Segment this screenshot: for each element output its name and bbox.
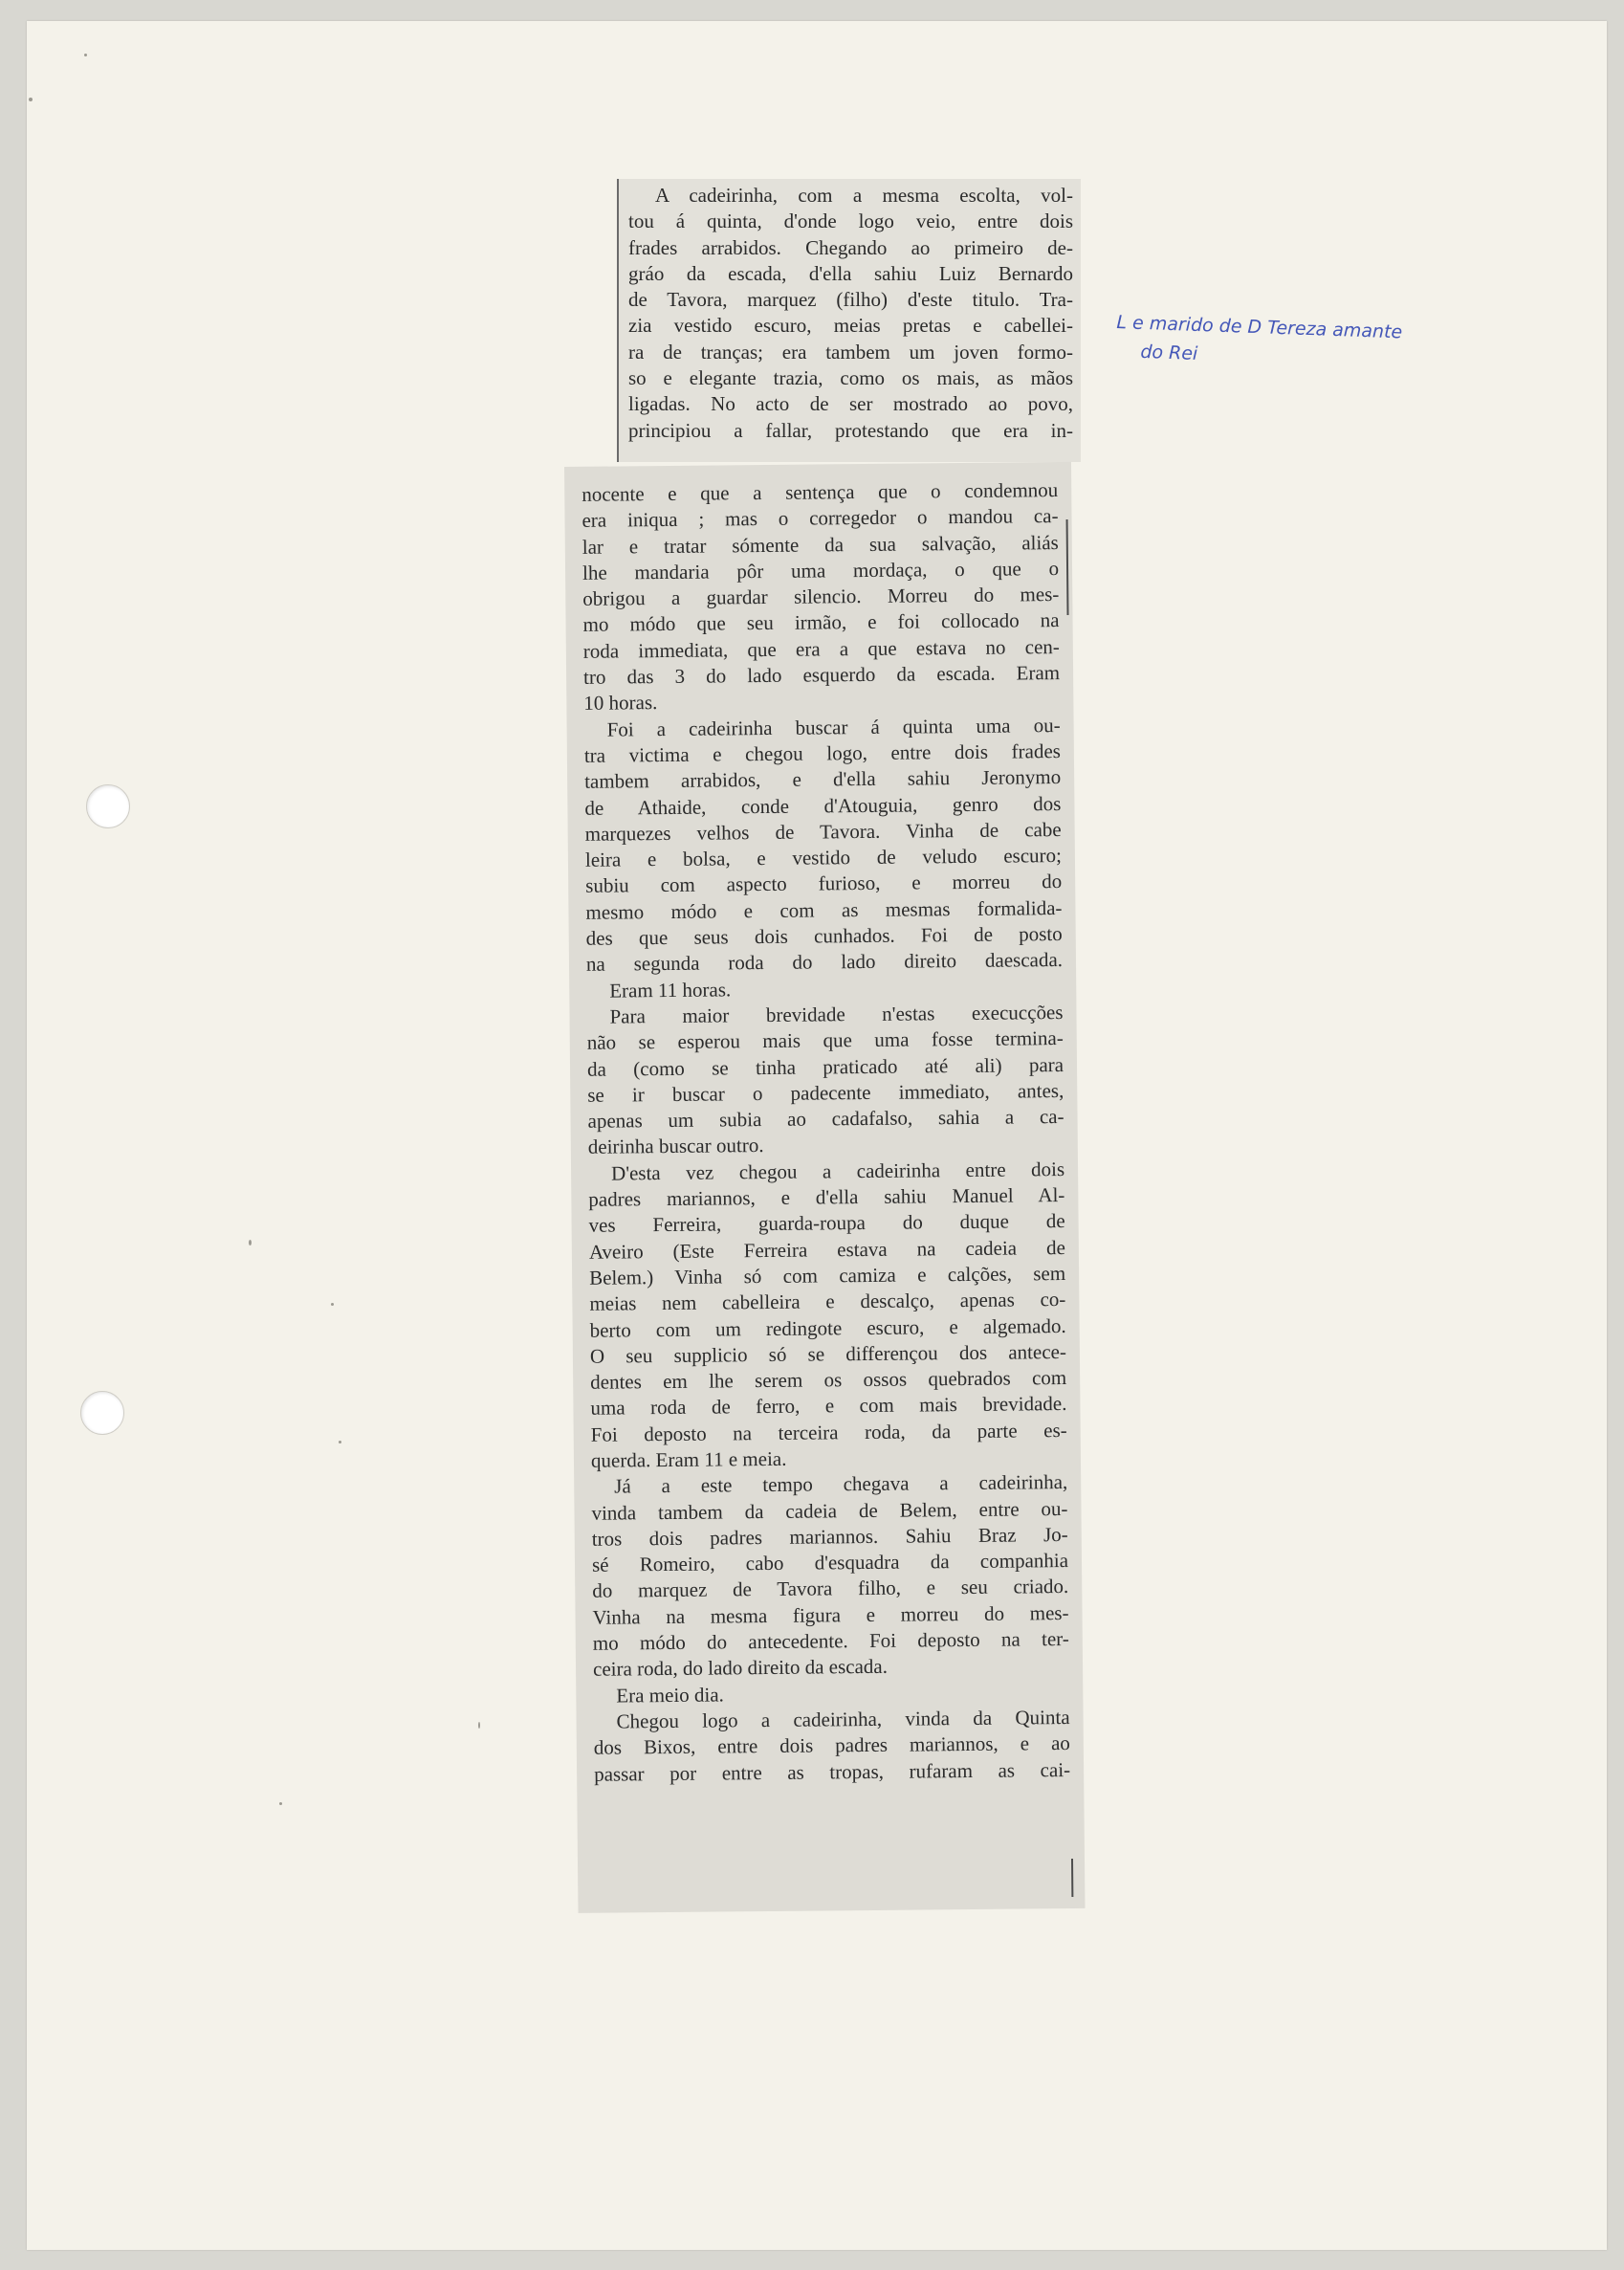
paper-speck xyxy=(339,1441,341,1444)
text-line: O seu supplicio só se differençou dos antece- xyxy=(589,1339,1067,1368)
paragraph-6 xyxy=(591,1469,1069,1683)
text-line: obrigou a guardar silencio. Morreu do mes- xyxy=(582,583,1060,611)
clipping-top-paragraph xyxy=(628,183,1073,444)
text-line: nocente e que a sentença que o condemnou xyxy=(582,478,1059,506)
annotation-line-1: L e marido de D Tereza amante xyxy=(1116,311,1403,343)
text-line: passar por entre as tropas, rufaram as cai- xyxy=(594,1757,1071,1786)
binder-hole-bottom xyxy=(80,1391,124,1435)
paper-speck xyxy=(29,98,33,101)
text-line: tou á quinta, d'onde logo veio, entre dois xyxy=(628,209,1073,233)
text-line: ves Ferreira, guarda-roupa do duque de xyxy=(588,1209,1065,1238)
text-line: mesmo módo e com as mesmas formalida- xyxy=(585,895,1063,924)
text-line: querda. Eram 11 e meia. xyxy=(590,1446,787,1472)
text-line: so e elegante trazia, como os mais, as mãos xyxy=(628,366,1073,390)
text-line: Para maior brevidade n'estas execucções xyxy=(609,1000,1064,1028)
paper-speck xyxy=(84,54,87,56)
text-line: D'esta vez chegou a cadeirinha entre dois xyxy=(610,1157,1065,1185)
paragraph-2 xyxy=(584,713,1064,979)
text-line: dos Bixos, entre dois padres mariannos, e ao xyxy=(593,1731,1070,1760)
paper-speck xyxy=(249,1240,252,1245)
text-line: Era meio dia. xyxy=(616,1683,724,1708)
text-line: marquezes velhos de Tavora. Vinha de cabe xyxy=(584,817,1062,846)
text-line: era iniqua ; mas o corregedor o mandou ca- xyxy=(582,504,1059,533)
text-line: Aveiro (Este Ferreira estava na cadeia de xyxy=(588,1235,1065,1264)
text-line: Eram 11 horas. xyxy=(609,977,732,1003)
text-line: Foi deposto na terceira roda, da parte es- xyxy=(590,1418,1067,1446)
text-line: sé Romeiro, cabo d'esquadra da companhia xyxy=(591,1549,1069,1576)
text-line: de Tavora, marquez (filho) d'este titulo. Tra- xyxy=(628,288,1073,312)
text-line: meias nem cabelleira e descalço, apenas co- xyxy=(589,1288,1066,1315)
text-line: tros dois padres mariannos. Sahiu Braz Jo- xyxy=(591,1522,1068,1551)
paper-speck xyxy=(331,1303,334,1306)
text-line: mo módo que seu irmão, e foi collocado na xyxy=(582,608,1060,637)
text-line: tambem arrabidos, e d'ella sahiu Jeronymo xyxy=(584,765,1062,794)
text-line: ceira roda, do lado direito da escada. xyxy=(592,1655,889,1682)
text-line: ligadas. No acto de ser mostrado ao povo, xyxy=(628,392,1073,416)
paper-speck xyxy=(279,1802,282,1805)
clipping-edge-line xyxy=(1071,1859,1073,1897)
text-line: da (como se tinha praticado até ali) para xyxy=(586,1052,1064,1081)
text-line: roda immediata, que era a que estava no cen- xyxy=(582,634,1060,663)
text-line: tro das 3 do lado esquerdo da escada. Eram xyxy=(582,661,1061,689)
text-line: Belem.) Vinha só com camiza e calções, sem xyxy=(589,1261,1066,1289)
text-line: berto com um redingote escuro, e algemado. xyxy=(589,1313,1066,1342)
text-line: frades arrabidos. Chegando ao primeiro de- xyxy=(628,235,1073,259)
text-line: lar e tratar sómente da sua salvação, aliás xyxy=(582,530,1059,559)
paper-speck xyxy=(478,1722,480,1729)
text-line: se ir buscar o padecente immediato, antes, xyxy=(587,1078,1064,1107)
paragraph-1 xyxy=(582,477,1060,716)
text-line: não se esperou mais que uma fosse termina- xyxy=(586,1026,1064,1055)
text-line: gráo da escada, d'ella sahiu Luiz Bernardo xyxy=(628,261,1073,285)
binder-hole-top xyxy=(86,784,130,828)
text-line: deirinha buscar outro. xyxy=(587,1134,764,1159)
text-line: padres mariannos, e d'ella sahiu Manuel Al- xyxy=(588,1183,1065,1211)
text-line: tra victima e chegou logo, entre dois frades xyxy=(583,739,1061,767)
text-line: dentes em lhe serem os ossos quebrados com xyxy=(590,1366,1067,1394)
text-line: mo módo do antecedente. Foi deposto na ter- xyxy=(592,1627,1069,1655)
paragraph-4 xyxy=(586,1000,1064,1161)
text-line: do marquez de Tavora filho, e seu criado. xyxy=(592,1575,1069,1603)
paragraph-8 xyxy=(593,1705,1070,1788)
text-line: Chegou logo a cadeirinha, vinda da Quinta xyxy=(616,1705,1070,1733)
clipping-edge-line xyxy=(1066,519,1069,615)
text-line: na segunda roda do lado direito daescada. xyxy=(585,948,1064,977)
newspaper-clipping-top xyxy=(617,179,1081,462)
text-line: subiu com aspecto furioso, e morreu do xyxy=(585,870,1063,898)
text-line: lhe mandaria pôr uma mordaça, o que o xyxy=(582,556,1060,584)
annotation-line-2: do Rei xyxy=(1140,341,1198,364)
text-line: zia vestido escuro, meias pretas e cabellei- xyxy=(628,314,1073,338)
text-line: apenas um subia ao cadafalso, sahia a ca- xyxy=(587,1105,1064,1133)
text-line: principiou a fallar, protestando que era in- xyxy=(628,418,1073,442)
text-line: 10 horas. xyxy=(583,691,658,716)
newspaper-clipping-main xyxy=(564,462,1085,1913)
text-line: des que seus dois cunhados. Foi de posto xyxy=(585,922,1063,950)
text-line: uma roda de ferro, e com mais brevidade. xyxy=(590,1392,1067,1421)
text-line: vinda tambem da cadeia de Belem, entre ou- xyxy=(591,1496,1068,1525)
text-line: leira e bolsa, e vestido de veludo escuro; xyxy=(584,844,1063,871)
paragraph-5 xyxy=(588,1157,1067,1474)
text-line: Foi a cadeirinha buscar á quinta uma ou- xyxy=(606,713,1061,741)
text-line: ra de tranças; era tambem um joven formo- xyxy=(628,340,1073,364)
text-line: Já a este tempo chegava a cadeirinha, xyxy=(614,1470,1068,1498)
text-line: Vinha na mesma figura e morreu do mes- xyxy=(592,1600,1069,1629)
text-line: A cadeirinha, com a mesma escolta, vol- xyxy=(655,184,1073,207)
text-line: de Athaide, conde d'Atouguia, genro dos xyxy=(584,791,1062,820)
